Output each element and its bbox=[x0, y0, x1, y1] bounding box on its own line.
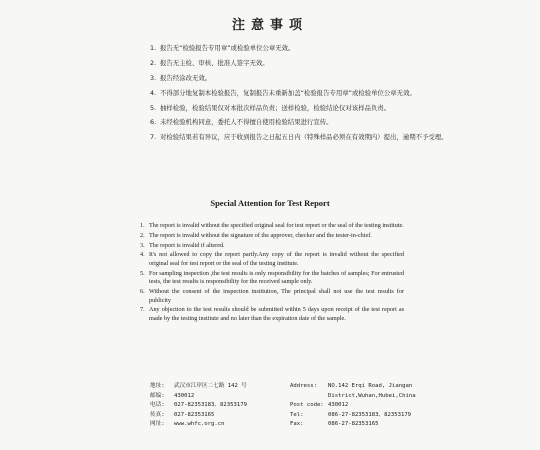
item-number: 1. bbox=[140, 222, 145, 229]
english-title: Special Attention for Test Report bbox=[210, 198, 330, 208]
item-text: 报告经涂改无效。 bbox=[160, 73, 212, 82]
contact-label: 电话: bbox=[150, 402, 165, 409]
chinese-notice-item bbox=[150, 43, 450, 54]
english-contact-block bbox=[290, 382, 460, 430]
contact-row-fax bbox=[290, 420, 460, 430]
item-text: 抽样检验，检验结果仅对本批次样品负责；送样检验，检验结论仅对该样品负责。 bbox=[160, 103, 391, 112]
item-text: It's not allowed to copy the report partly.Any copy of the report is invalid without the specified original seal for test report or the seal of the testing institute. bbox=[149, 251, 404, 267]
item-number: 6. bbox=[140, 288, 145, 296]
item-number: 1. bbox=[150, 44, 157, 52]
item-number: 6. bbox=[150, 118, 157, 127]
contact-value: 武汉市江岸区二七路 142 号 bbox=[174, 383, 247, 389]
english-notice-item bbox=[140, 288, 404, 305]
contact-value: 430012 bbox=[328, 402, 349, 409]
contact-row-address bbox=[290, 382, 460, 392]
contact-row-fax bbox=[150, 411, 280, 421]
item-number: 7. bbox=[150, 133, 157, 142]
item-number: 3. bbox=[150, 73, 157, 82]
item-text: 对检验结果若有异议，应于收到报告之日起五日内（特殊样品必须在有效期内）提出，逾期不予受理。 bbox=[160, 133, 448, 142]
chinese-notice-item bbox=[150, 103, 450, 114]
contact-label: Tel: bbox=[290, 411, 304, 418]
item-text: For sampling inspection ,the test results is only responsibility for the batches of samples; For entrusted tests, the test results is responsibility for the received sample only. bbox=[149, 269, 404, 286]
item-number: 4. bbox=[150, 88, 157, 97]
english-notice-list bbox=[140, 222, 404, 325]
english-notice-item bbox=[140, 270, 404, 287]
chinese-contact-block bbox=[150, 382, 280, 430]
contact-row-address-cont bbox=[290, 392, 460, 402]
english-notice-item bbox=[140, 306, 404, 323]
contact-label: Address: bbox=[290, 383, 317, 389]
contact-value: 086-27-82353183、82353179 bbox=[328, 411, 412, 418]
contact-row-postcode bbox=[150, 392, 280, 402]
contact-row-phone bbox=[150, 401, 280, 411]
english-notice-item bbox=[140, 222, 404, 231]
contact-value: 027-82353165 bbox=[174, 411, 215, 418]
item-text: 报告无主检、审核、批准人签字无效。 bbox=[160, 58, 269, 67]
contact-row-website bbox=[150, 420, 280, 430]
item-text: 未经检验机构同意，委托人不得擅自使用检验结果进行宣传。 bbox=[160, 118, 333, 127]
item-number: 7. bbox=[140, 306, 145, 314]
english-notice-item bbox=[140, 232, 404, 241]
chinese-notice-item bbox=[150, 132, 450, 143]
english-notice-item bbox=[140, 251, 404, 268]
item-text: 不得部分地复制本检验报告，复制报告未重新加盖“检验报告专用章”或检验单位公章无效。 bbox=[160, 88, 416, 97]
item-number: 3. bbox=[140, 241, 145, 249]
item-number: 4. bbox=[140, 251, 145, 259]
chinese-notice-item bbox=[150, 88, 450, 99]
chinese-notice-item bbox=[150, 73, 450, 84]
contact-value: 430012 bbox=[174, 392, 195, 399]
contact-value: NO.142 Erqi Road, Jiangan bbox=[328, 383, 413, 389]
item-text: The report is invalid without the signature of the approver, checker and the tester-in-chief. bbox=[149, 231, 372, 239]
contact-label: 地址: bbox=[150, 383, 165, 389]
contact-value: www.whfc.org.cn bbox=[174, 421, 225, 428]
contact-row-postcode bbox=[290, 401, 460, 411]
chinese-title: 注意事项 bbox=[231, 18, 308, 33]
contact-value: 086-27-82353165 bbox=[328, 421, 379, 428]
contact-label: 邮编: bbox=[150, 392, 165, 399]
chinese-notice-list bbox=[150, 43, 450, 147]
contact-label: Post code: bbox=[290, 402, 324, 409]
item-number: 2. bbox=[150, 58, 157, 67]
contact-row-address bbox=[150, 382, 280, 392]
contact-label: Fax: bbox=[290, 421, 304, 428]
item-number: 2. bbox=[140, 231, 145, 239]
item-text: The report is invalid without the specified original seal for test report or the seal of the testing institute. bbox=[149, 222, 404, 229]
item-text: The report is invalid if altered. bbox=[149, 241, 225, 249]
chinese-notice-item bbox=[150, 58, 450, 69]
contact-label: 网址: bbox=[150, 421, 165, 428]
chinese-notice-item bbox=[150, 117, 450, 128]
contact-value: 027-82353183、82353179 bbox=[174, 402, 247, 409]
item-text: 报告无“检验报告专用章”或检验单位公章无效。 bbox=[160, 44, 295, 52]
contact-row-phone bbox=[290, 411, 460, 421]
contact-label: 传真: bbox=[150, 411, 165, 418]
item-text: Without the consent of the inspection institution, The principal shall not use the test results for publicity bbox=[149, 288, 404, 304]
item-text: Any objection to the test results should be submitted within 5 days upon receipt of the test report as made by the testing institute and no later than the expiration date of the sample. bbox=[149, 306, 404, 323]
item-number: 5. bbox=[140, 269, 145, 277]
item-number: 5. bbox=[150, 103, 157, 112]
contact-value: District,Wuhan,Hubei,China bbox=[328, 392, 416, 399]
english-notice-item bbox=[140, 242, 404, 251]
